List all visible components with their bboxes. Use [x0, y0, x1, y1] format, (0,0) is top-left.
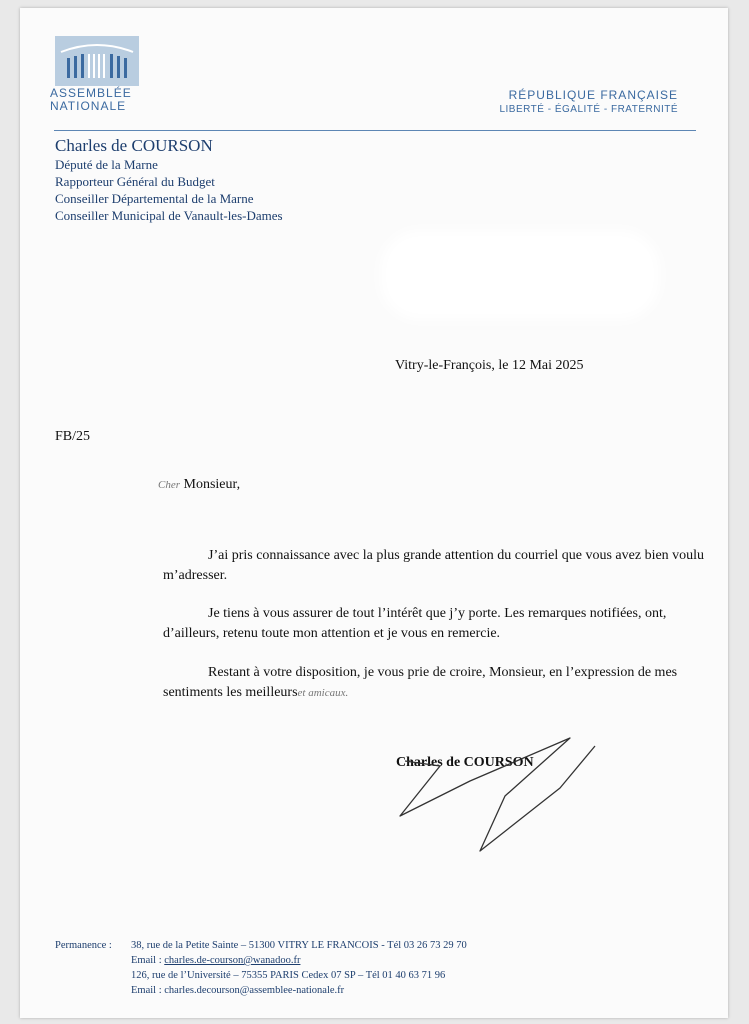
footer-row [55, 968, 467, 983]
letter-page [20, 8, 728, 1018]
footer-label: Permanence : [55, 940, 112, 951]
footer-row [55, 983, 467, 998]
logo-line2: NATIONALE [50, 99, 127, 113]
paragraph-line: Je tiens à vous assurer de tout l’intérêt que j’y porte. Les remarques notifiées, ont, [208, 606, 667, 621]
paragraph-line [163, 683, 708, 703]
footer-address-2: 126, rue de l’Université – 75355 PARIS Cedex 07 SP – Tél 01 40 63 71 96 [131, 970, 446, 981]
sender-name: Charles de COURSON [55, 136, 213, 155]
paragraph-1 [163, 546, 708, 586]
republic-text: RÉPUBLIQUE FRANÇAISE [508, 88, 678, 102]
republique-header [499, 88, 678, 116]
place-date: Vitry-le-François, le 12 Mai 2025 [395, 358, 584, 373]
redacted-address-block [380, 230, 660, 320]
signature-scribble-icon [385, 726, 605, 856]
paragraph-line: m’adresser. [163, 568, 228, 583]
handwritten-closing: et amicaux. [297, 687, 349, 699]
salutation [158, 477, 240, 493]
footer-email-2: Email : charles.decourson@assemblee-nationale.fr [131, 985, 345, 996]
footer [55, 938, 467, 998]
footer-address-1: 38, rue de la Petite Sainte – 51300 VITRY LE FRANCOIS - Tél 03 26 73 29 70 [131, 940, 467, 951]
logo-text [50, 87, 132, 113]
header-divider [54, 130, 696, 131]
paragraph-line: Restant à votre disposition, je vous prie de croire, Monsieur, en l’expression de mes [208, 665, 678, 680]
sender-title: Rapporteur Général du Budget [55, 174, 215, 189]
sender-title: Conseiller Départemental de la Marne [55, 191, 254, 206]
assemblee-nationale-logo [55, 36, 139, 86]
paragraph-2 [163, 604, 708, 644]
motto-text: LIBERTÉ - ÉGALITÉ - FRATERNITÉ [499, 104, 678, 115]
hemicycle-icon [55, 36, 139, 86]
paragraph-line: J’ai pris connaissance avec la plus grande attention du courriel que vous avez bien voulu [208, 548, 705, 563]
handwritten-salutation: Cher [158, 479, 180, 491]
reference: FB/25 [55, 429, 91, 444]
salutation-text: Monsieur, [183, 477, 241, 492]
paragraph-3 [163, 663, 708, 703]
footer-email-1-link[interactable]: charles.de-courson@wanadoo.fr [164, 955, 301, 966]
sender-title: Conseiller Municipal de Vanault-les-Dames [55, 208, 283, 223]
footer-row [55, 938, 467, 953]
footer-row [55, 953, 467, 968]
paragraph-line: d’ailleurs, retenu toute mon attention et je vous en remercie. [163, 626, 501, 641]
closing-text: sentiments les meilleurs [163, 685, 298, 700]
logo-line1: ASSEMBLÉE [50, 86, 132, 100]
signature-name: Charles de COURSON [396, 755, 534, 770]
footer-email-1-label: Email : [131, 955, 165, 966]
handwritten-signature [385, 726, 605, 861]
sender-titles [55, 156, 283, 224]
sender-title: Député de la Marne [55, 157, 158, 172]
